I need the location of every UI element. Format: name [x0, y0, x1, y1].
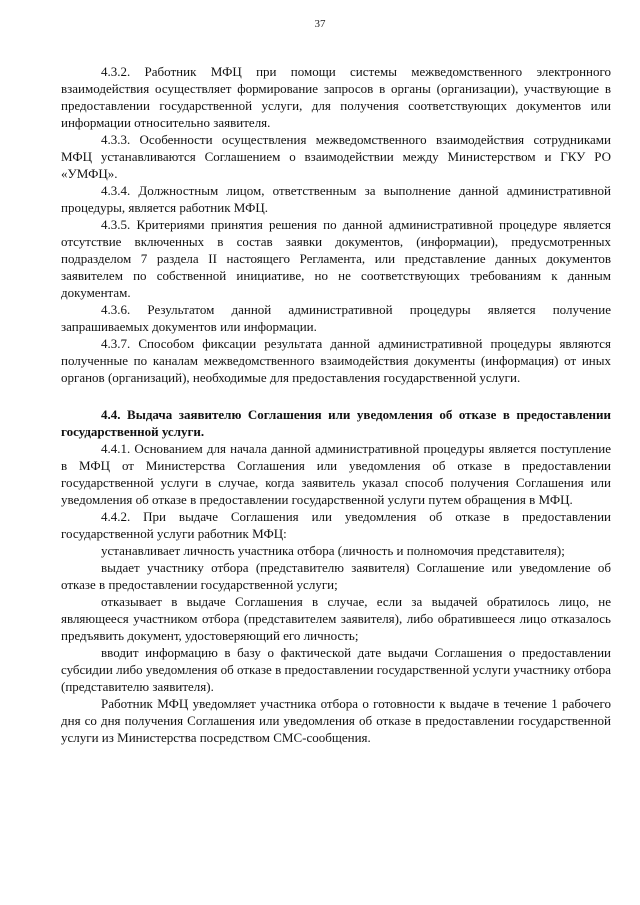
paragraph-4-4-1: 4.4.1. Основанием для начала данной административной процедуры является поступление в МФЦ от Министерства Соглашения или уведомления об отказе в предоставлении государственной услуги в случае, когда заявитель указал способ получения Соглашения или уведомления об отказе в предоставлении государственной услуги путем обращения в МФЦ. [61, 441, 611, 507]
list-item-issue: выдает участнику отбора (представителю заявителя) Соглашение или уведомление об отказе в предоставлении государственной услуги; [61, 560, 611, 592]
page-number: 37 [314, 18, 326, 30]
paragraph-4-4-2: 4.4.2. При выдаче Соглашения или уведомления об отказе в предоставлении государственной услуги работник МФЦ: [61, 509, 611, 541]
document-body [61, 63, 611, 746]
paragraph-4-3-5: 4.3.5. Критериями принятия решения по данной административной процедуре является отсутствие включенных в состав заявки документов, (информации), предусмотренных подразделом 7 раздела II настоящего Регламента, или представление данных документов заявителем по собственной инициативе, но не соответствующих требованиям к данным документам. [61, 217, 611, 300]
list-item-refuse: отказывает в выдаче Соглашения в случае, если за выдачей обратилось лицо, не являющееся участником отбора (представителем заявителя), либо обратившееся лицо отказалось предъявить документ, удостоверяющий его личность; [61, 594, 611, 643]
paragraph-4-3-3: 4.3.3. Особенности осуществления межведомственного взаимодействия сотрудниками МФЦ устанавливаются Соглашением о взаимодействии между Министерством и ГКУ РО «УМФЦ». [61, 132, 611, 181]
paragraph-4-3-7: 4.3.7. Способом фиксации результата данной административной процедуры являются полученные по каналам межведомственного взаимодействия документы (информация) от иных органов (организаций), необходимые для предоставления государственной услуги. [61, 336, 611, 385]
paragraph-4-3-4: 4.3.4. Должностным лицом, ответственным за выполнение данной административной процедуры, является работник МФЦ. [61, 183, 611, 215]
paragraph-4-3-2: 4.3.2. Работник МФЦ при помощи системы межведомственного электронного взаимодействия осуществляет формирование запросов в органы (организации), участвующие в предоставлении государственной услуги, для получения соответствующих документов или информации относительно заявителя. [61, 64, 611, 130]
paragraph-notification: Работник МФЦ уведомляет участника отбора о готовности к выдаче в течение 1 рабочего дня со дня получения Соглашения или уведомления об отказе в предоставлении государственной услуги из Министерства посредством СМС-сообщения. [61, 696, 611, 745]
section-gap [61, 386, 611, 406]
paragraph-4-3-6: 4.3.6. Результатом данной административной процедуры является получение запрашиваемых документов или информации. [61, 302, 611, 334]
list-item-identify: устанавливает личность участника отбора (личность и полномочия представителя); [101, 543, 565, 558]
list-item-record: вводит информацию в базу о фактической дате выдачи Соглашения о предоставлении субсидии либо уведомления об отказе в предоставлении государственной услуги участнику отбора (представителю заявителя). [61, 645, 611, 694]
section-heading-4-4: 4.4. Выдача заявителю Соглашения или уведомления об отказе в предоставлении государственной услуги. [61, 407, 611, 439]
